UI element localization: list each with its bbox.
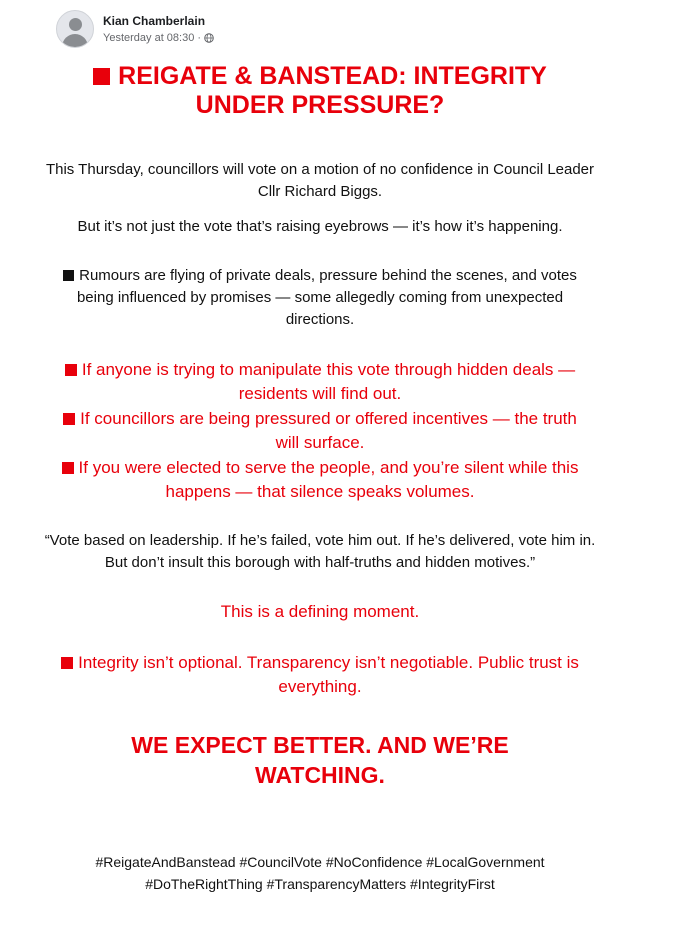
warning-silence-text: If you were elected to serve the people, and you’re silent while this happens — that silence speaks volumes. [78,458,579,501]
timestamp-row [103,31,214,45]
avatar[interactable] [56,10,94,48]
post-header [56,10,214,48]
paragraph-rumours [60,265,580,331]
avatar-head [69,18,82,31]
warning-pressured-councillors [55,407,585,455]
avatar-shoulders [62,34,88,48]
meta-separator: · [197,31,202,44]
globe-icon[interactable] [204,33,214,43]
red-square-icon [63,413,75,425]
rumours-text: Rumours are flying of private deals, pressure behind the scenes, and votes being influenced by promises — some allegedly coming from unexpected directions. [76,267,577,328]
red-square-icon [93,68,110,85]
hashtags-line-2[interactable]: #DoTheRightThing #TransparencyMatters #IntegrityFirst [145,876,495,892]
warning-hidden-deals [55,358,585,406]
hashtags-line-1[interactable]: #ReigateAndBanstead #CouncilVote #NoConfidence #LocalGovernment [95,854,545,870]
post-timestamp[interactable]: Yesterday at 08:30 [103,31,195,44]
integrity-text: Integrity isn’t optional. Transparency isn’t negotiable. Public trust is everything. [78,653,579,696]
integrity-statement [55,651,585,699]
defining-moment-line: This is a defining moment. [220,602,420,621]
black-square-icon [63,270,74,281]
warning-silence [55,456,585,504]
paragraph-vote-announcement: This Thursday, councillors will vote on a motion of no confidence in Council Leader Cllr Richard Biggs. [45,161,595,200]
post-headline [60,62,580,120]
red-square-icon [65,364,77,376]
closing-headline: WE EXPECT BETTER. AND WE’RE WATCHING. [131,732,509,788]
quote-paragraph: “Vote based on leadership. If he’s failed, vote him out. If he’s delivered, vote him in. But don’t insult this borough with half-truths and hidden motives.” [44,532,596,571]
paragraph-raising-eyebrows: But it’s not just the vote that’s raising eyebrows — it’s how it’s happening. [77,218,563,235]
post-meta [103,14,214,45]
hashtags [40,851,600,895]
red-square-icon [62,462,74,474]
author-name[interactable]: Kian Chamberlain [103,13,206,28]
warning-hidden-deals-text: If anyone is trying to manipulate this vote through hidden deals — residents will find out. [81,360,576,403]
warning-pressured-text: If councillors are being pressured or offered incentives — the truth will surface. [80,409,577,452]
headline-text: REIGATE & BANSTEAD: INTEGRITY UNDER PRESSURE? [118,62,547,119]
red-square-icon [61,657,73,669]
